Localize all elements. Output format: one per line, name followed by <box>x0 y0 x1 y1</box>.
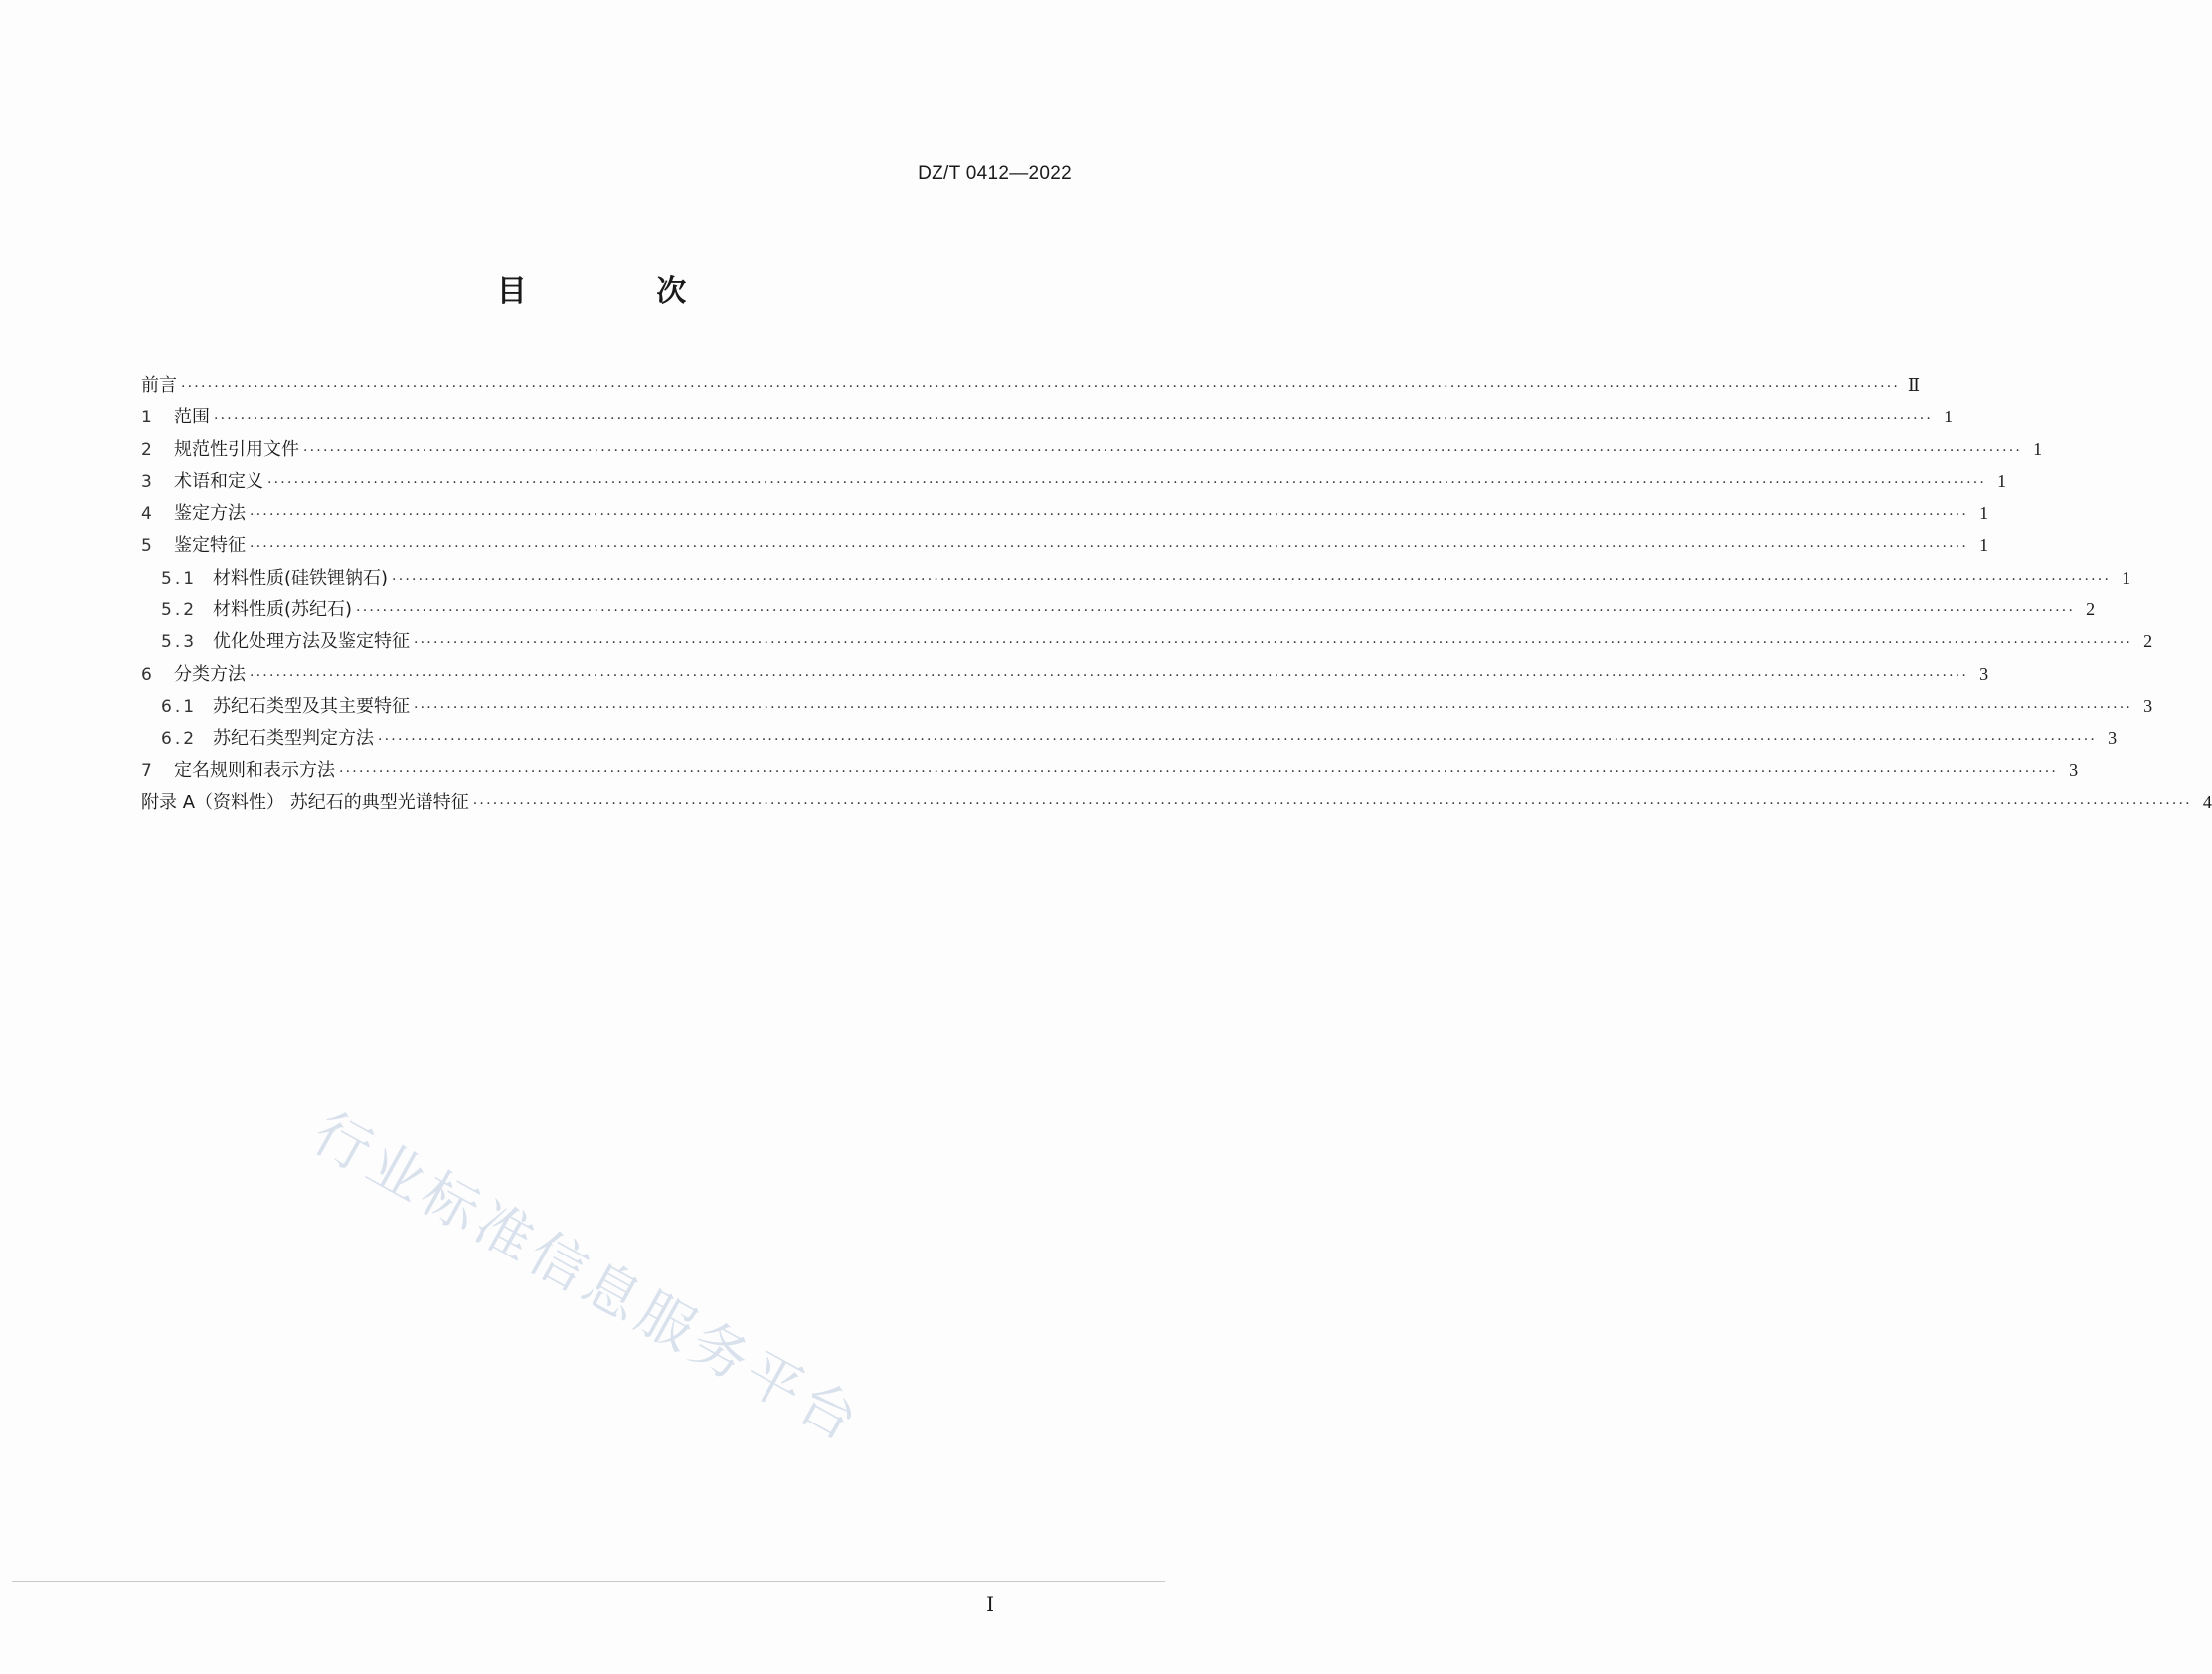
toc-leader-dots: ···································································································································································································································································· <box>181 379 1901 395</box>
toc-leader-dots: ···································································································································································································································································· <box>250 539 1969 556</box>
toc-leader-dots: ···································································································································································································································································· <box>356 603 2076 620</box>
toc-entry[interactable] <box>141 467 2007 499</box>
toc-leader-dots: ···································································································································································································································································· <box>250 507 1969 524</box>
toc-entry-number: 6.1 <box>161 696 198 717</box>
toc-entry-label: 材料性质(苏纪石) <box>213 599 353 621</box>
toc-entry-label: 优化处理方法及鉴定特征 <box>213 631 410 653</box>
toc-leader-dots: ···································································································································································································································································· <box>214 411 1934 427</box>
toc-entry-page: 1 <box>2122 567 2131 587</box>
toc-leader-dots: ···································································································································································································································································· <box>472 795 2192 812</box>
footer-divider <box>12 1581 1165 1582</box>
toc-entry-number: 6.2 <box>161 729 198 750</box>
toc-entry[interactable] <box>141 788 2212 820</box>
toc-entry[interactable] <box>141 435 2043 467</box>
toc-entry-label: 术语和定义 <box>174 470 263 492</box>
toc-leader-dots: ···································································································································································································································································· <box>250 667 1969 684</box>
toc-entry-number: 5.3 <box>161 632 198 653</box>
toc-entry-number: 5.1 <box>161 568 198 588</box>
watermark: 行业标准信息服务平台 <box>302 1100 873 1456</box>
toc-entry-page: 2 <box>2086 599 2096 620</box>
toc-leader-dots: ···································································································································································································································································· <box>303 442 2023 459</box>
page-number: Ⅰ <box>986 1594 994 1616</box>
toc-entry-number: 7 <box>141 760 152 781</box>
toc-entry[interactable] <box>141 660 1989 692</box>
toc-entry-page: 1 <box>2033 438 2043 459</box>
toc-entry-number: 2 <box>141 439 152 460</box>
toc-entry-page: 3 <box>2108 728 2118 749</box>
toc-entry-label: 鉴定方法 <box>174 503 246 525</box>
toc-entry-number: 1 <box>141 408 152 428</box>
toc-entry-label: 鉴定特征 <box>174 535 246 557</box>
toc-entry-label: 附录 A（资料性） 苏纪石的典型光谱特征 <box>141 791 469 813</box>
toc-entry[interactable] <box>141 499 1989 531</box>
toc-entry[interactable] <box>141 531 1989 563</box>
toc-entry-page: 1 <box>1944 407 1954 427</box>
toc-entry[interactable] <box>141 692 2153 724</box>
toc-entry-number: 5 <box>141 536 152 557</box>
toc-entry-page: 2 <box>2143 631 2153 652</box>
toc-entry-label: 定名规则和表示方法 <box>174 759 335 781</box>
toc-entry-page: 3 <box>1979 663 1989 684</box>
toc-entry-page: Ⅱ <box>1907 375 1921 395</box>
toc-entry[interactable] <box>141 371 1921 403</box>
toc-entry-number: 6 <box>141 664 152 685</box>
toc-entry-page: 1 <box>1979 503 1989 524</box>
toc-entry-page: 3 <box>2069 759 2079 780</box>
toc-leader-dots: ···································································································································································································································································· <box>414 699 2133 716</box>
toc-entry-label: 前言 <box>141 375 177 396</box>
toc-entry-page: 3 <box>2143 695 2153 716</box>
toc-entry[interactable] <box>141 403 1954 434</box>
toc-entry[interactable] <box>141 595 2096 627</box>
toc-entry-page: 1 <box>1979 535 1989 556</box>
toc-entry-label: 苏纪石类型判定方法 <box>213 728 374 750</box>
toc-leader-dots: ···································································································································································································································································· <box>392 571 2112 587</box>
standard-code: DZ/T 0412—2022 <box>918 163 1072 184</box>
toc-entry-number: 5.2 <box>161 600 198 621</box>
toc-leader-dots: ···································································································································································································································································· <box>267 474 1987 491</box>
toc-title: 目 次 <box>496 274 747 309</box>
toc-entry-label: 材料性质(硅铁锂钠石) <box>213 567 389 588</box>
toc-entry-number: 4 <box>141 504 152 525</box>
toc-entry[interactable] <box>141 756 2079 788</box>
toc-entry[interactable] <box>141 564 2131 595</box>
toc-entry-number: 3 <box>141 471 152 492</box>
table-of-contents <box>141 371 2212 820</box>
toc-entry-label: 规范性引用文件 <box>174 438 299 460</box>
toc-entry-label: 苏纪石类型及其主要特征 <box>213 695 410 717</box>
toc-entry-page: 1 <box>1997 470 2007 491</box>
toc-leader-dots: ···································································································································································································································································· <box>414 635 2133 652</box>
toc-leader-dots: ···································································································································································································································································· <box>339 763 2059 780</box>
toc-entry[interactable] <box>141 724 2118 755</box>
toc-entry-label: 分类方法 <box>174 663 246 685</box>
toc-entry-label: 范围 <box>174 407 210 428</box>
toc-entry[interactable] <box>141 627 2153 659</box>
toc-leader-dots: ···································································································································································································································································· <box>378 732 2098 749</box>
toc-entry-page: 4 <box>2202 791 2212 812</box>
